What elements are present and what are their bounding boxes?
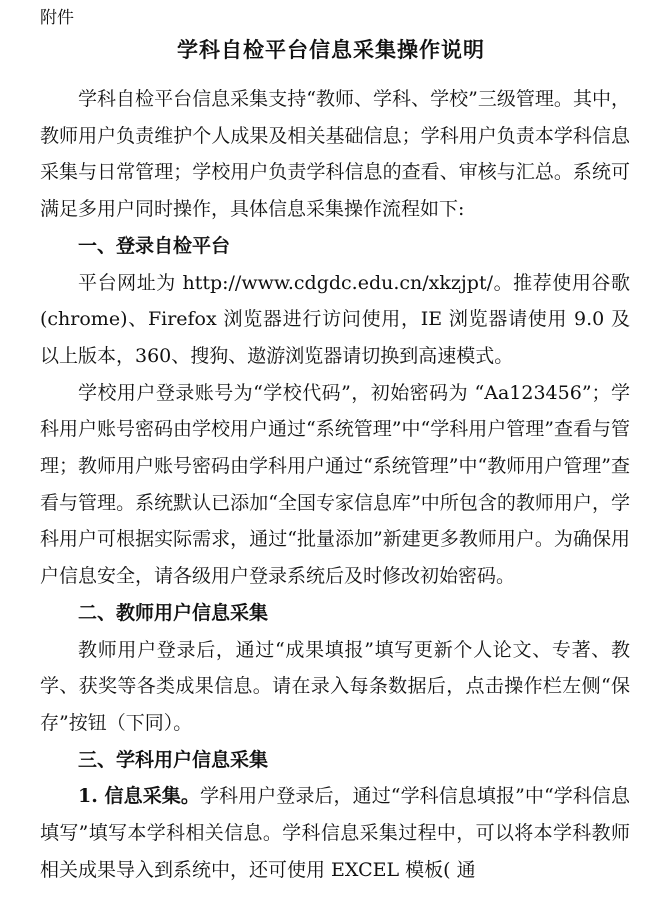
attachment-label: 附件: [40, 8, 74, 28]
page-title: 学科自检平台信息采集操作说明: [177, 38, 485, 62]
section-heading-discipline: 三、学科用户信息采集: [78, 748, 269, 771]
section-heading-login: 一、登录自检平台: [78, 234, 231, 257]
document-body: [40, 81, 630, 888]
section-heading-teacher: 二、教师用户信息采集: [78, 601, 269, 624]
item-1-lead: 1. 信息采集。: [78, 785, 200, 808]
intro-paragraph: 学科自检平台信息采集支持“教师、学科、学校”三级管理。其中，教师用户负责维护个人成果及相关基础信息；学科用户负责本学科信息采集与日常管理；学校用户负责学科信息的查看、审核与汇总。系统可满足多用户同时操作，具体信息采集操作流程如下:: [40, 88, 630, 221]
discipline-item-1: [40, 778, 630, 888]
teacher-paragraph: 教师用户登录后，通过“成果填报”填写更新个人论文、专著、教学、获奖等各类成果信息。请在录入每条数据后，点击操作栏左侧“保存”按钮（下同）。: [40, 638, 630, 734]
item-1-text: 学科用户登录后，通过“学科信息填报”中“学科信息填写”填写本学科相关信息。学科信息采集过程中，可以将本学科教师相关成果导入到系统中，还可使用 EXCEL 模板( 通: [40, 785, 630, 881]
account-paragraph: 学校用户登录账号为“学校代码”，初始密码为 “Aa123456”；学科用户账号密码由学校用户通过“系统管理”中“学科用户管理”查看与管理；教师用户账号密码由学科用户通过“系统管理”中“教师用户管理”查看与管理。系统默认已添加“全国专家信息库”中所包含的教师用户，学科用户可根据实际需求，通过“批量添加”新建更多教师用户。为确保用户信息安全，请各级用户登录系统后及时修改初始密码。: [40, 381, 630, 588]
login-url-paragraph: 平台网址为 http://www.cdgdc.edu.cn/xkzjpt/。推荐使用谷歌(chrome)、Firefox 浏览器进行访问使用，IE 浏览器请使用 9.0 及以上版本，360、搜狗、遨游浏览器请切换到高速模式。: [40, 271, 630, 367]
